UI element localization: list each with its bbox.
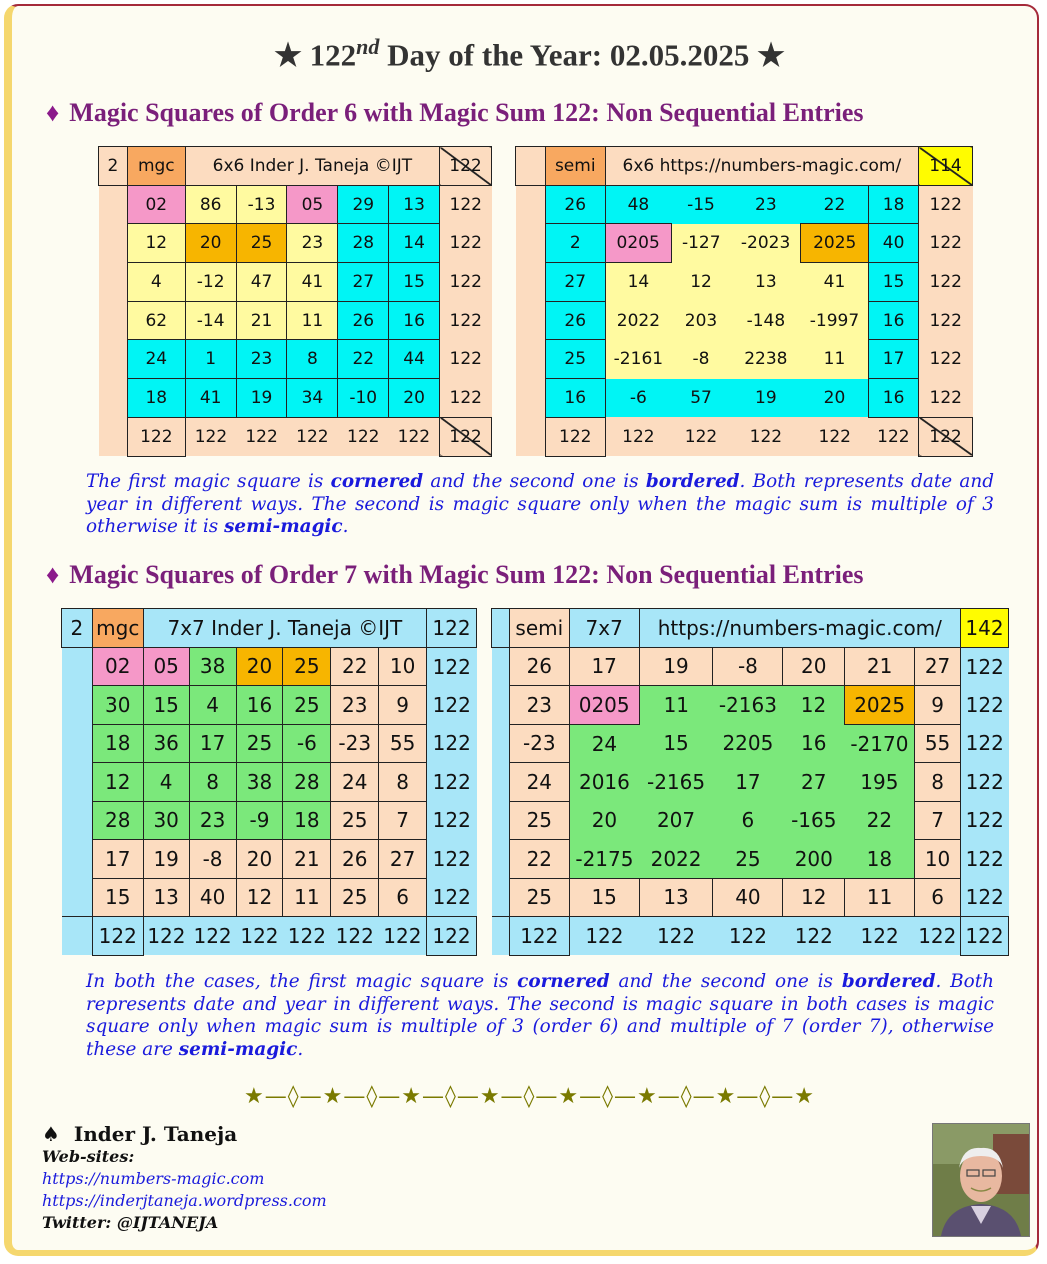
col-sum: 122 [338, 417, 389, 456]
cell: 27 [915, 647, 961, 686]
cell: 20 [185, 224, 236, 263]
row-gutter [99, 263, 128, 302]
cell: 18 [127, 379, 185, 418]
cell: 0205 [569, 686, 639, 725]
cell: 05 [287, 185, 338, 224]
row-gutter [516, 340, 546, 379]
row-sum: 122 [440, 301, 492, 340]
cell: 18 [92, 724, 143, 763]
cell: 38 [236, 763, 283, 802]
cell: 14 [605, 263, 671, 302]
row-sum: 122 [440, 379, 492, 418]
col-sum: 122 [605, 417, 671, 456]
cell: 48 [605, 185, 671, 224]
cell: 15 [569, 878, 639, 917]
cell: 23 [731, 185, 801, 224]
cell: 21 [236, 301, 287, 340]
spade-icon: ♠ [42, 1122, 60, 1146]
col-sum: 122 [236, 417, 287, 456]
cell: 20 [236, 647, 283, 686]
header-gutter [492, 609, 510, 648]
cell: 22 [801, 185, 869, 224]
col-sum: 122 [801, 417, 869, 456]
cell: 55 [379, 724, 427, 763]
author-block [42, 1122, 327, 1234]
cell: 4 [143, 763, 189, 802]
cell: 12 [783, 686, 845, 725]
row-gutter [516, 263, 546, 302]
cell: 2025 [801, 224, 869, 263]
row-gutter [492, 724, 510, 763]
cell: 20 [569, 801, 639, 840]
cell: 20 [783, 647, 845, 686]
row-gutter [516, 417, 546, 456]
cell: 26 [545, 185, 605, 224]
col-sum: 122 [189, 917, 236, 956]
cell: 10 [915, 840, 961, 879]
cell: 40 [713, 878, 783, 917]
row-sum: 122 [961, 724, 1009, 763]
row-sum: 122 [440, 263, 492, 302]
cell: 30 [143, 801, 189, 840]
cell: 10 [379, 647, 427, 686]
website-link[interactable]: https://inderjtaneja.wordpress.com [42, 1191, 327, 1210]
header-diag-sum: 142 [961, 609, 1009, 648]
cell: 12 [127, 224, 185, 263]
row-sum: 122 [961, 763, 1009, 802]
header-website: 6x6 https://numbers-magic.com/ [605, 147, 918, 186]
row-sum: 122 [427, 647, 477, 686]
cell: 16 [869, 379, 919, 418]
row-sum: 122 [427, 724, 477, 763]
cell: 24 [569, 724, 639, 763]
author-name: ♠ Inder J. Taneja [42, 1122, 238, 1146]
col-sum: 122 [545, 417, 605, 456]
cell: 19 [236, 379, 287, 418]
row-gutter [516, 224, 546, 263]
row-gutter [492, 840, 510, 879]
diag-sum: 122 [961, 917, 1009, 956]
cell: 16 [389, 301, 440, 340]
cell: 25 [713, 840, 783, 879]
cell: -2163 [713, 686, 783, 725]
cell: 8 [915, 763, 961, 802]
cell: 20 [801, 379, 869, 418]
cell: 26 [545, 301, 605, 340]
row-sum: 122 [427, 801, 477, 840]
col-sum: 122 [713, 917, 783, 956]
cell: 29 [338, 185, 389, 224]
cell: 25 [331, 878, 379, 917]
cell: 2025 [845, 686, 915, 725]
col-sum: 122 [845, 917, 915, 956]
col-sum: 122 [869, 417, 919, 456]
cell: 23 [509, 686, 569, 725]
cell: 02 [92, 647, 143, 686]
header-website: https://numbers-magic.com/ [639, 609, 960, 648]
cell: 57 [671, 379, 731, 418]
cell: 16 [545, 379, 605, 418]
cell: -127 [671, 224, 731, 263]
cell: -2175 [569, 840, 639, 879]
cell: 41 [185, 379, 236, 418]
col-sum: 122 [283, 917, 331, 956]
cell: 27 [783, 763, 845, 802]
row-sum: 122 [961, 801, 1009, 840]
cell: 19 [731, 379, 801, 418]
cell: 17 [713, 763, 783, 802]
header-mgc: mgc [92, 609, 143, 648]
cell: 28 [283, 763, 331, 802]
star-divider: ★—◊—★—◊—★—◊—★—◊—★—◊—★—◊—★—◊—★ [244, 1084, 815, 1109]
cell: 18 [283, 801, 331, 840]
cell: 195 [845, 763, 915, 802]
cell: 11 [639, 686, 713, 725]
cell: 27 [545, 263, 605, 302]
col-sum: 122 [287, 417, 338, 456]
row-sum: 122 [919, 340, 973, 379]
cell: 38 [189, 647, 236, 686]
cell: 28 [338, 224, 389, 263]
cell: 4 [127, 263, 185, 302]
cell: 15 [143, 686, 189, 725]
col-sum: 122 [236, 917, 283, 956]
row-gutter [516, 185, 546, 224]
page-frame [4, 4, 1039, 1256]
section-heading-order6: ♦ Magic Squares of Order 6 with Magic Sum 122: Non Sequential Entries [46, 98, 864, 127]
websites-label: Web-sites: [42, 1147, 135, 1166]
cell: 6 [379, 878, 427, 917]
cell: -1997 [801, 301, 869, 340]
cell: 22 [509, 840, 569, 879]
col-sum: 122 [731, 417, 801, 456]
cell: 19 [639, 647, 713, 686]
diag-sum: 122 [427, 917, 477, 956]
magic-square-7-bordered [491, 608, 1009, 956]
diag-sum: 122 [440, 417, 492, 456]
row-gutter [492, 878, 510, 917]
cell: 05 [143, 647, 189, 686]
cell: 2238 [731, 340, 801, 379]
row-gutter [99, 185, 128, 224]
cell: -2165 [639, 763, 713, 802]
diag-sum: 122 [919, 417, 973, 456]
cell: 18 [869, 185, 919, 224]
cell: 02 [127, 185, 185, 224]
cell: 28 [92, 801, 143, 840]
cell: 15 [869, 263, 919, 302]
col-sum: 122 [389, 417, 440, 456]
row-gutter [62, 801, 93, 840]
cell: -6 [283, 724, 331, 763]
magic-square-6-cornered [98, 146, 492, 457]
cell: 2 [545, 224, 605, 263]
author-photo [932, 1123, 1030, 1237]
header-index: 2 [99, 147, 128, 186]
row-gutter [99, 224, 128, 263]
cell: 11 [845, 878, 915, 917]
cell: 62 [127, 301, 185, 340]
cell: 24 [331, 763, 379, 802]
row-sum: 122 [961, 647, 1009, 686]
col-sum: 122 [379, 917, 427, 956]
row-gutter [62, 724, 93, 763]
col-sum: 122 [331, 917, 379, 956]
cell: 12 [92, 763, 143, 802]
cell: 17 [189, 724, 236, 763]
row-gutter [62, 917, 93, 956]
row-sum: 122 [440, 340, 492, 379]
cell: 16 [869, 301, 919, 340]
cell: 13 [731, 263, 801, 302]
row-sum: 122 [919, 185, 973, 224]
col-sum: 122 [92, 917, 143, 956]
row-sum: 122 [919, 301, 973, 340]
cell: -9 [236, 801, 283, 840]
header-semi: semi [509, 609, 569, 648]
cell: 14 [389, 224, 440, 263]
header-order: 7x7 [569, 609, 639, 648]
cell: 11 [287, 301, 338, 340]
cell: 20 [236, 840, 283, 879]
row-gutter [492, 686, 510, 725]
row-gutter [62, 840, 93, 879]
cell: 25 [331, 801, 379, 840]
col-sum: 122 [569, 917, 639, 956]
cell: 12 [671, 263, 731, 302]
cell: 6 [713, 801, 783, 840]
note-order7: In both the cases, the first magic square is cornered and the second one is bordered. Both represents date and year in different ways. The second is magic square in both cases is magic square only when magic sum is multiple of 3 (order 6) and multiple of 7 (order 7), otherwise these are semi-magic. [86, 971, 994, 1060]
cell: 25 [545, 340, 605, 379]
cell: 21 [283, 840, 331, 879]
cell: -6 [605, 379, 671, 418]
row-gutter [99, 417, 128, 456]
row-gutter [62, 686, 93, 725]
cell: 4 [189, 686, 236, 725]
row-sum: 122 [440, 185, 492, 224]
cell: 0205 [605, 224, 671, 263]
cell: 22 [331, 647, 379, 686]
cell: -12 [185, 263, 236, 302]
row-sum: 122 [961, 686, 1009, 725]
cell: 203 [671, 301, 731, 340]
row-gutter [516, 301, 546, 340]
row-sum: 122 [919, 379, 973, 418]
diamond-icon: ♦ [46, 98, 60, 127]
cell: -8 [671, 340, 731, 379]
cell: 8 [287, 340, 338, 379]
header-diag-sum: 122 [427, 609, 477, 648]
cell: -2170 [845, 724, 915, 763]
cell: -14 [185, 301, 236, 340]
cell: 18 [845, 840, 915, 879]
cell: 36 [143, 724, 189, 763]
cell: 25 [236, 724, 283, 763]
cell: 34 [287, 379, 338, 418]
cell: 2016 [569, 763, 639, 802]
cell: 11 [801, 340, 869, 379]
col-sum: 122 [783, 917, 845, 956]
cell: 44 [389, 340, 440, 379]
cell: 41 [801, 263, 869, 302]
cell: 15 [389, 263, 440, 302]
col-sum: 122 [915, 917, 961, 956]
row-sum: 122 [427, 840, 477, 879]
cell: 26 [509, 647, 569, 686]
cell: -13 [236, 185, 287, 224]
cell: 2022 [639, 840, 713, 879]
row-sum: 122 [440, 224, 492, 263]
cell: 17 [869, 340, 919, 379]
row-gutter [62, 647, 93, 686]
row-sum: 122 [961, 878, 1009, 917]
header-mgc: mgc [127, 147, 185, 186]
col-sum: 122 [639, 917, 713, 956]
cell: 25 [283, 686, 331, 725]
cell: -8 [189, 840, 236, 879]
header-semi: semi [545, 147, 605, 186]
cell: -2023 [731, 224, 801, 263]
cell: 207 [639, 801, 713, 840]
page-title: ★ 122nd Day of the Year: 02.05.2025 ★ [274, 34, 785, 73]
cell: 13 [143, 878, 189, 917]
col-sum: 122 [509, 917, 569, 956]
cell: 86 [185, 185, 236, 224]
cell: 16 [783, 724, 845, 763]
col-sum: 122 [185, 417, 236, 456]
cell: 21 [845, 647, 915, 686]
magic-square-7-cornered [61, 608, 477, 956]
cell: 6 [915, 878, 961, 917]
row-sum: 122 [427, 763, 477, 802]
cell: -165 [783, 801, 845, 840]
cell: 40 [869, 224, 919, 263]
row-sum: 122 [427, 686, 477, 725]
portrait-image [933, 1124, 1029, 1236]
cell: 7 [915, 801, 961, 840]
header-author: 6x6 Inder J. Taneja ©IJT [185, 147, 439, 186]
row-gutter [516, 379, 546, 418]
cell: 19 [143, 840, 189, 879]
cell: 8 [379, 763, 427, 802]
cell: 26 [338, 301, 389, 340]
cell: 13 [639, 878, 713, 917]
row-gutter [99, 301, 128, 340]
cell: 25 [283, 647, 331, 686]
cell: 15 [639, 724, 713, 763]
cell: 47 [236, 263, 287, 302]
cell: 7 [379, 801, 427, 840]
cell: 23 [189, 801, 236, 840]
cell: -23 [331, 724, 379, 763]
section-heading-order7: ♦ Magic Squares of Order 7 with Magic Sum 122: Non Sequential Entries [46, 560, 864, 589]
cell: 23 [331, 686, 379, 725]
cell: 15 [92, 878, 143, 917]
row-sum: 122 [961, 840, 1009, 879]
website-link[interactable]: https://numbers-magic.com [42, 1169, 265, 1188]
cell: 23 [236, 340, 287, 379]
cell: 22 [338, 340, 389, 379]
cell: 25 [236, 224, 287, 263]
header-diag-sum: 122 [440, 147, 492, 186]
row-sum: 122 [919, 263, 973, 302]
cell: 26 [331, 840, 379, 879]
cell: 27 [379, 840, 427, 879]
cell: 13 [389, 185, 440, 224]
diamond-icon: ♦ [46, 560, 60, 589]
row-gutter [492, 801, 510, 840]
cell: 24 [127, 340, 185, 379]
cell: 11 [283, 878, 331, 917]
cell: 24 [509, 763, 569, 802]
cell: 200 [783, 840, 845, 879]
cell: 55 [915, 724, 961, 763]
row-gutter [99, 379, 128, 418]
cell: 41 [287, 263, 338, 302]
row-gutter [492, 647, 510, 686]
cell: -10 [338, 379, 389, 418]
row-sum: 122 [919, 224, 973, 263]
col-sum: 122 [143, 917, 189, 956]
row-gutter [62, 878, 93, 917]
cell: 27 [338, 263, 389, 302]
cell: 17 [569, 647, 639, 686]
header-diag-sum: 114 [919, 147, 973, 186]
cell: 12 [236, 878, 283, 917]
cell: 23 [287, 224, 338, 263]
cell: 8 [189, 763, 236, 802]
header-gutter [516, 147, 546, 186]
cell: 30 [92, 686, 143, 725]
row-sum: 122 [427, 878, 477, 917]
magic-square-6-bordered [515, 146, 973, 457]
col-sum: 122 [671, 417, 731, 456]
row-gutter [99, 340, 128, 379]
header-index: 2 [62, 609, 93, 648]
col-sum: 122 [127, 417, 185, 456]
cell: 17 [92, 840, 143, 879]
cell: -148 [731, 301, 801, 340]
cell: 22 [845, 801, 915, 840]
twitter-handle: Twitter: @IJTANEJA [42, 1213, 219, 1232]
cell: 25 [509, 801, 569, 840]
cell: 20 [389, 379, 440, 418]
cell: 9 [915, 686, 961, 725]
cell: 9 [379, 686, 427, 725]
cell: 40 [189, 878, 236, 917]
cell: 25 [509, 878, 569, 917]
cell: 2022 [605, 301, 671, 340]
cell: -15 [671, 185, 731, 224]
row-gutter [492, 763, 510, 802]
cell: -23 [509, 724, 569, 763]
note-order6: The first magic square is cornered and the second one is bordered. Both represents date and year in different ways. The second is magic square only when the magic sum is multiple of 3 otherwise it is semi-magic. [86, 471, 994, 537]
row-gutter [492, 917, 510, 956]
row-gutter [62, 763, 93, 802]
header-author: 7x7 Inder J. Taneja ©IJT [143, 609, 426, 648]
cell: 1 [185, 340, 236, 379]
cell: -2161 [605, 340, 671, 379]
cell: -8 [713, 647, 783, 686]
cell: 16 [236, 686, 283, 725]
cell: 2205 [713, 724, 783, 763]
cell: 12 [783, 878, 845, 917]
